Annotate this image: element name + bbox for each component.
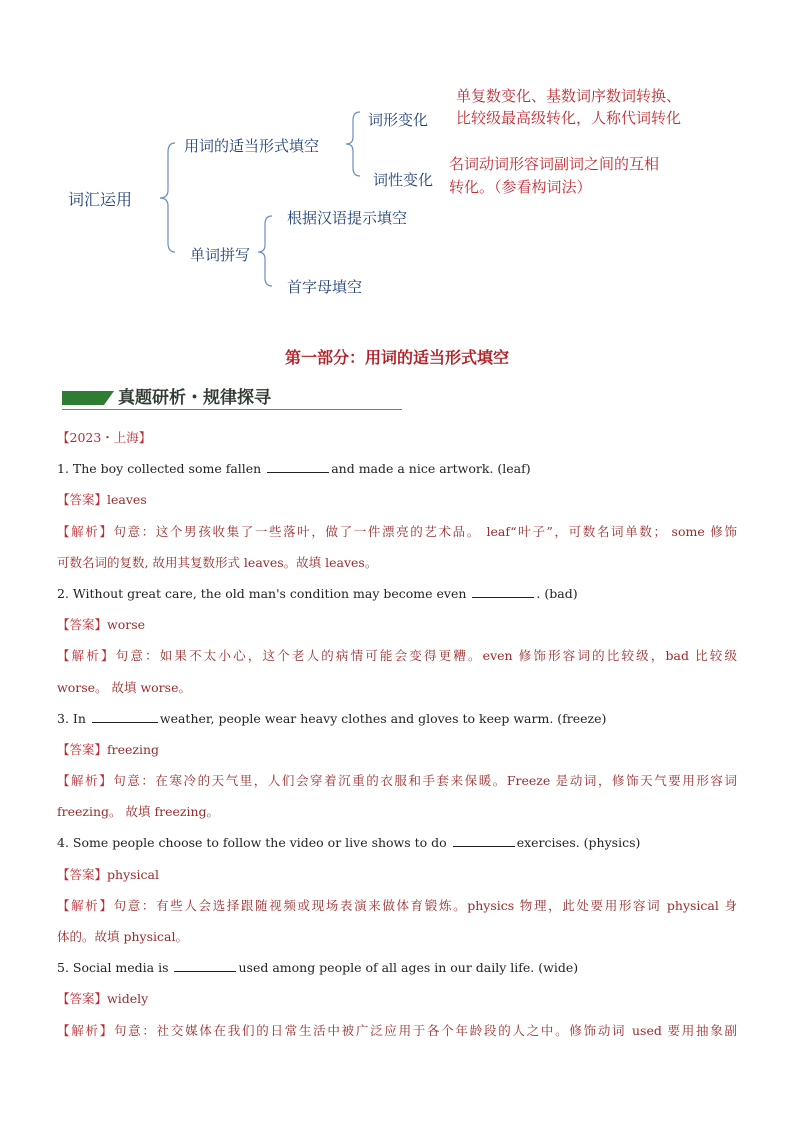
explanation-4-line-2	[57, 923, 737, 954]
mindmap-note-2b: 转化。（参看构词法）	[449, 178, 592, 196]
mindmap-note-1a: 单复数变化、基数词序数词转换、	[456, 87, 682, 105]
explain-tag: 【解析】	[57, 897, 114, 913]
explain-tag: 【解析】	[57, 648, 116, 664]
banner-title: 真题研析・规律探寻	[118, 388, 271, 408]
q1-exp-1: 句意：这个男孩收集了一些落叶，做了一件漂亮的艺术品。 leaf“叶子”，可数名词单数； some 修饰	[113, 523, 737, 539]
answer-tag: 【答案】	[57, 492, 108, 508]
q5-pre: 5. Social media is	[57, 960, 169, 976]
q1-answer: leaves	[107, 492, 147, 508]
explain-tag: 【解析】	[57, 523, 114, 539]
explanation-2-line-2	[57, 674, 737, 705]
explanation-4-line-1	[57, 892, 737, 923]
mindmap-branch-form: 用词的适当形式填空	[184, 137, 320, 155]
answer-4	[57, 861, 737, 892]
q1-post: and made a nice artwork. (leaf)	[331, 461, 531, 477]
q2-exp-1: 句意：如果不太小心，这个老人的病情可能会变得更糟。even 修饰形容词的比较级，bad 比较级	[115, 648, 737, 664]
explanation-1-line-1	[57, 518, 737, 549]
q5-answer: widely	[107, 991, 149, 1007]
q3-answer: freezing	[107, 741, 160, 757]
banner-bar	[62, 391, 104, 405]
mindmap-initial-letter: 首字母填空	[287, 278, 363, 296]
answer-tag: 【答案】	[57, 741, 108, 757]
q3-exp-1: 句意：在寒冷的天气里，人们会穿着沉重的衣服和手套来保暖。Freeze 是动词，修饰天气要用形容词	[113, 773, 737, 789]
q4-blank	[453, 835, 515, 847]
banner-arrow	[104, 391, 114, 405]
explain-tag: 【解析】	[57, 1022, 114, 1038]
question-3	[57, 705, 737, 736]
mindmap-note-1b: 比较级最高级转化，人称代词转化	[456, 109, 682, 127]
answer-3	[57, 736, 737, 767]
answer-1	[57, 486, 737, 517]
answer-tag: 【答案】	[57, 866, 108, 882]
q1-exp-2: 可数名词的复数, 故用其复数形式 leaves。故填 leaves。	[57, 554, 378, 570]
source-line	[57, 424, 737, 455]
q2-blank	[472, 586, 534, 598]
questions	[57, 424, 737, 1048]
mind-map-braces	[0, 0, 794, 320]
q2-exp-2: worse。 故填 worse。	[57, 679, 191, 695]
q2-pre: 2. Without great care, the old man's condition may become even	[57, 585, 467, 601]
q3-pre: 3. In	[57, 710, 86, 726]
question-5	[57, 954, 737, 985]
question-2	[57, 580, 737, 611]
mindmap-branch-spelling: 单词拼写	[190, 246, 251, 264]
source-tag: 【2023・上海】	[57, 430, 152, 445]
q5-exp-1: 句意：社交媒体在我们的日常生活中被广泛应用于各个年龄段的人之中。修饰动词 used 要用抽象副	[113, 1022, 737, 1038]
q5-post: used among people of all ages in our daily life. (wide)	[238, 960, 579, 976]
explain-tag: 【解析】	[57, 773, 114, 789]
part-title: 第一部分：用词的适当形式填空	[284, 348, 509, 367]
q4-exp-2: 体的。故填 physical。	[57, 929, 188, 944]
q4-pre: 4. Some people choose to follow the video or live shows to do	[57, 835, 447, 851]
q3-post: weather, people wear heavy clothes and gloves to keep warm. (freeze)	[159, 710, 607, 726]
q2-post: . (bad)	[536, 585, 578, 601]
answer-tag: 【答案】	[57, 991, 108, 1007]
answer-5	[57, 985, 737, 1016]
mindmap-root: 词汇运用	[68, 190, 133, 209]
mind-map	[0, 0, 794, 320]
mindmap-note-2a: 名词动词形容词副词之间的互相	[449, 155, 660, 173]
mindmap-chinese-hint: 根据汉语提示填空	[287, 209, 408, 227]
explanation-3-line-2	[57, 798, 737, 829]
explanation-1-line-2	[57, 549, 737, 580]
banner-underline	[62, 409, 402, 410]
explanation-2-line-1	[57, 642, 737, 673]
mindmap-part-of-speech: 词性变化	[373, 171, 434, 189]
q3-exp-2: freezing。 故填 freezing。	[57, 804, 220, 820]
q1-pre: 1. The boy collected some fallen	[57, 461, 262, 477]
explanation-3-line-1	[57, 767, 737, 798]
answer-tag: 【答案】	[57, 617, 108, 633]
q4-answer: physical	[107, 866, 159, 882]
question-1	[57, 455, 737, 486]
q1-blank	[267, 461, 329, 473]
question-4	[57, 829, 737, 860]
q4-exp-1: 句意：有些人会选择跟随视频或现场表演来做体育锻炼。physics 物理，此处要用形容词 physical 身	[113, 897, 737, 913]
explanation-5-line-1	[57, 1017, 737, 1048]
mindmap-word-form: 词形变化	[368, 111, 429, 129]
q4-post: exercises. (physics)	[516, 835, 641, 851]
q5-blank	[174, 960, 236, 972]
q2-answer: worse	[107, 617, 146, 633]
section-banner	[62, 383, 402, 411]
q3-blank	[92, 711, 158, 723]
answer-2	[57, 611, 737, 642]
